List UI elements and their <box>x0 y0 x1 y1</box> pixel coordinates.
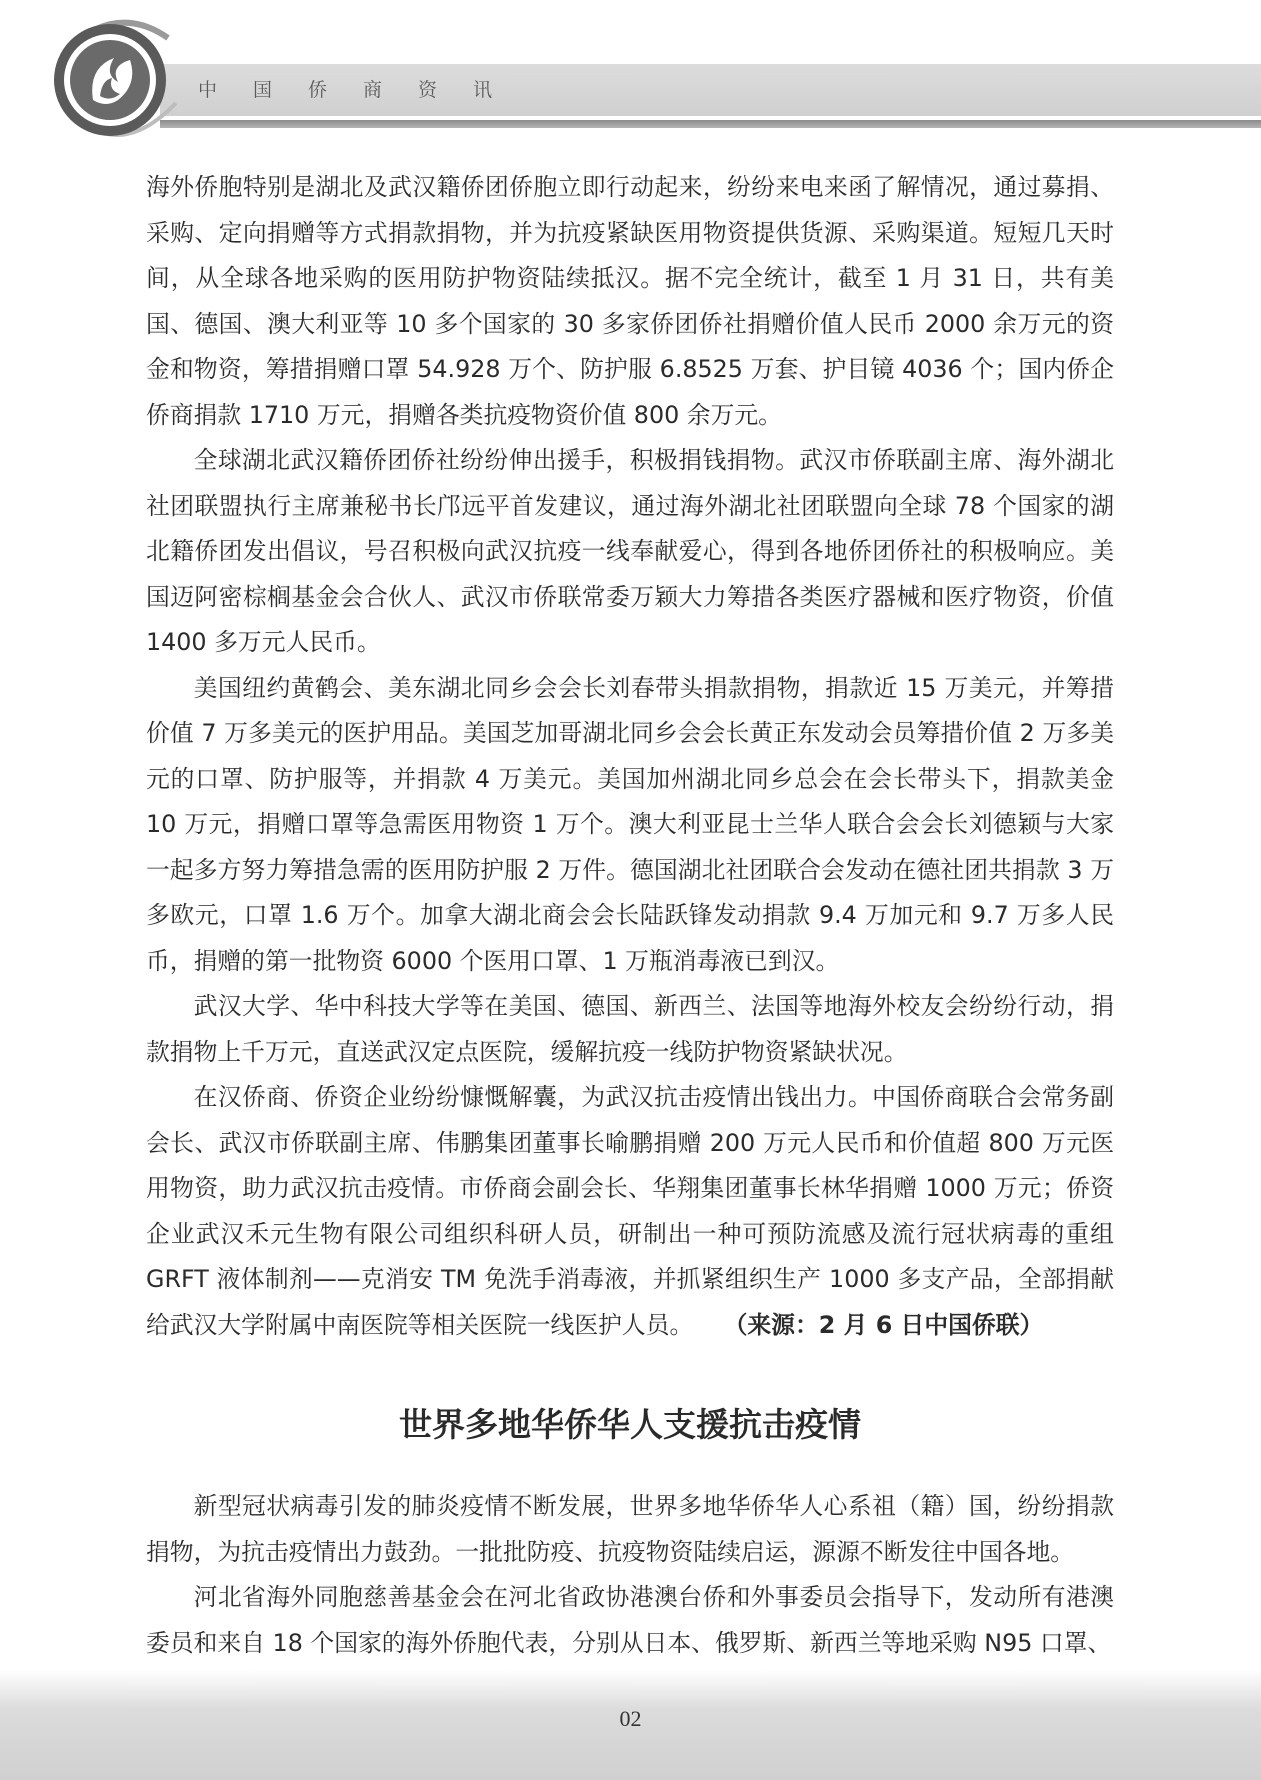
paragraph: 全球湖北武汉籍侨团侨社纷纷伸出援手，积极捐钱捐物。武汉市侨联副主席、海外湖北社团联盟执行主席兼秘书长邝远平首发建议，通过海外湖北社团联盟向全球 78 个国家的湖北籍侨团发出倡议，号召积极向武汉抗疫一线奉献爱心，得到各地侨团侨社的积极响应。美国迈阿密棕榈基金会合伙人、武汉市侨联常委万颖大力筹措各类医疗器械和医疗物资，价值 1400 多万元人民币。 <box>146 446 1114 656</box>
article-body <box>146 165 1114 1666</box>
paragraph: 美国纽约黄鹤会、美东湖北同乡会会长刘春带头捐款捐物，捐款近 15 万美元，并筹措价值 7 万多美元的医护用品。美国芝加哥湖北同乡会会长黄正东发动会员筹措价值 2 万多美元的口罩、防护服等，并捐款 4 万美元。美国加州湖北同乡总会在会长带头下，捐款美金 10 万元，捐赠口罩等急需医用物资 1 万个。澳大利亚昆士兰华人联合会会长刘德颖与大家一起多方努力筹措急需的医用防护服 2 万件。德国湖北社团联合会发动在德社团共捐款 3 万多欧元，口罩 1.6 万个。加拿大湖北商会会长陆跃锋发动捐款 9.4 万加元和 9.7 万多人民币，捐赠的第一批物资 6000 个医用口罩、1 万瓶消毒液已到汉。 <box>146 673 1114 975</box>
paragraph: 河北省海外同胞慈善基金会在河北省政协港澳台侨和外事委员会指导下，发动所有港澳委员和来自 18 个国家的海外侨胞代表，分别从日本、俄罗斯、新西兰等地采购 N95 口罩、 <box>146 1583 1114 1657</box>
paragraph: 海外侨胞特别是湖北及武汉籍侨团侨胞立即行动起来，纷纷来电来函了解情况，通过募捐、采购、定向捐赠等方式捐款捐物，并为抗疫紧缺医用物资提供货源、采购渠道。短短几天时间，从全球各地采购的医用防护物资陆续抵汉。据不完全统计，截至 1 月 31 日，共有美国、德国、澳大利亚等 10 多个国家的 30 多家侨团侨社捐赠价值人民币 2000 余万元的资金和物资，筹措捐赠口罩 54.928 万个、防护服 6.8525 万套、护目镜 4036 个；国内侨企侨商捐款 1710 万元，捐赠各类抗疫物资价值 800 余万元。 <box>146 173 1114 429</box>
organization-logo <box>48 8 188 148</box>
logo-emblem-icon <box>48 8 188 148</box>
article-heading: 世界多地华侨华人支援抗击疫情 <box>399 1405 861 1444</box>
source-citation: （来源：2 月 6 日中国侨联） <box>723 1310 1044 1339</box>
paragraph: 武汉大学、华中科技大学等在美国、德国、新西兰、法国等地海外校友会纷纷行动，捐款捐物上千万元，直送武汉定点医院，缓解抗疫一线防护物资紧缺状况。 <box>146 992 1114 1066</box>
paragraph-text: 在汉侨商、侨资企业纷纷慷慨解囊，为武汉抗击疫情出钱出力。中国侨商联合会常务副会长、武汉市侨联副主席、伟鹏集团董事长喻鹏捐赠 200 万元人民币和价值超 800 万元医用物资，助力武汉抗击疫情。市侨商会副会长、华翔集团董事长林华捐赠 1000 万元；侨资企业武汉禾元生物有限公司组织科研人员，研制出一种可预防流感及流行冠状病毒的重组 GRFT 液体制剂——克消安 TM 免洗手消毒液，并抓紧组织生产 1000 多支产品，全部捐献给武汉大学附属中南医院等相关医院一线医护人员。 <box>146 1083 1114 1339</box>
header-rule <box>160 120 1261 128</box>
page-number: 02 <box>619 1706 642 1731</box>
publication-title: 中国侨商资讯 <box>198 79 529 101</box>
paragraph-with-source <box>146 1075 1114 1348</box>
paragraph: 新型冠状病毒引发的肺炎疫情不断发展，世界多地华侨华人心系祖（籍）国，纷纷捐款捐物，为抗击疫情出力鼓劲。一批批防疫、抗疫物资陆续启运，源源不断发往中国各地。 <box>146 1492 1114 1566</box>
